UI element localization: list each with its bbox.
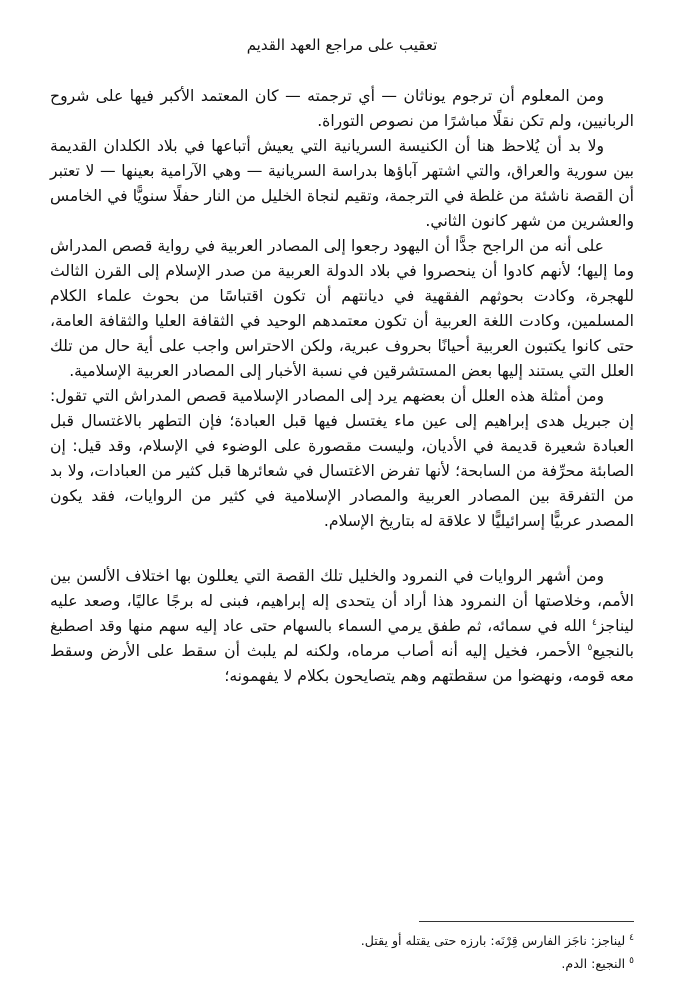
running-title: تعقيب على مراجع العهد القديم — [246, 36, 438, 54]
paragraph-nimrod-part2: الله في سمائه، ثم طفق يرمي السماء بالسهام حتى عاد إليه سهم منها وقد اصطبغ بالنجيع — [50, 617, 634, 660]
footnote-text: ليناجز: ناجَز الفارس قِرْنَه: بارزه حتى يقتله أو يقتل. — [360, 933, 630, 948]
paragraph-examples: ومن أمثلة هذه العلل أن بعضهم يرد إلى المصادر الإسلامية قصص المدراش التي تقول: إن جبريل هدى إبراهيم إلى عين ماء يغتسل فيها قبل العبادة؛ فإن التطهر بالاغتسال قبل العبادة شعيرة قديمة في الأديان، وليست مقصورة على الوضوء في الإسلام، وقد قيل: إن الصابئة محرِّفة من السابحة؛ لأنها تفرض الاغتسال في شعائرها قبل كثير من العبادات، ولا بد من التفرقة بين المصادر العربية والمصادر الإسلامية في كثير من الروايات، فقد يكون المصدر عربيًّا إسرائيليًّا لا علاقة له بتاريخ الإسلام. — [50, 387, 634, 530]
footnote-mark: ٥ — [629, 955, 634, 966]
body-text — [50, 84, 634, 689]
paragraph-nimrod-part1: ومن أشهر الروايات في النمرود والخليل تلك القصة التي يعللون بها اختلاف الألسن بين الأمم، وخلاصتها أن النمرود هذا أراد أن يتحدى إله إبراهيم، فبنى له برجًا عاليًا، وصعد عليه ليناجز — [50, 567, 634, 635]
footnote-divider — [419, 921, 634, 922]
footnote-ref-5[interactable]: ٥ — [587, 642, 593, 653]
paragraph-syriac-church: ولا بد أن يُلاحظ هنا أن الكنيسة السريانية التي يعيش أتباعها في بلاد الكلدان القديمة بين سورية والعراق، والتي اشتهر آباؤها بدراسة السريانية — وهي الآرامية بعينها — لا تعتبر أن القصة ناشئة من غلطة في الترجمة، وتقيم لنجاة الخليل من النار حفلًا سنويًّا في الخامس والعشرين من شهر كانون الثاني. — [50, 137, 634, 230]
paragraph-nimrod — [50, 564, 634, 689]
paragraph-nimrod-part3: الأحمر، فخيل إليه أنه أصاب مرماه، ولكنه لم يلبث أن سقط على الأرض وسقط معه قومه، ونهضوا من سقطتهم وهم يتصايحون بكلام لا يفهمونه؛ — [50, 642, 634, 685]
paragraph-targum: ومن المعلوم أن ترجوم يوناثان — أي ترجمته — كان المعتمد الأكبر فيها على شروح الربانيين، ولم تكن نقلًا مباشرًا من نصوص التوراة. — [50, 87, 634, 130]
paragraph-arabic-sources: على أنه من الراجح جدًّا أن اليهود رجعوا إلى المصادر العربية في رواية قصص المدراش وما إليها؛ لأنهم كادوا أن ينحصروا في بلاد الدولة العربية من صدر الإسلام إلى القرن الثالث للهجرة، وكادت بحوثهم الفقهية في ديانتهم أن تكون اقتباسًا من بحوث علماء الكلام المسلمين، وكادت اللغة العربية أن تكون معتمدهم الوحيد في الثقافة العليا والثقافة العامة، حتى كانوا يكتبون العربية أحيانًا بحروف عبرية، ولكن الاحتراس واجب على أية حال من تلك العلل التي يستند إليها بعض المستشرقين في نسبة الأخبار إلى المصادر العربية الإسلامية. — [50, 237, 634, 380]
footnote-mark: ٤ — [629, 932, 634, 943]
footnote-4 — [50, 929, 634, 952]
footnotes — [50, 929, 634, 975]
footnote-ref-4[interactable]: ٤ — [591, 617, 597, 628]
footnote-text: النجيع: الدم. — [561, 956, 630, 971]
footnote-5 — [50, 952, 634, 975]
